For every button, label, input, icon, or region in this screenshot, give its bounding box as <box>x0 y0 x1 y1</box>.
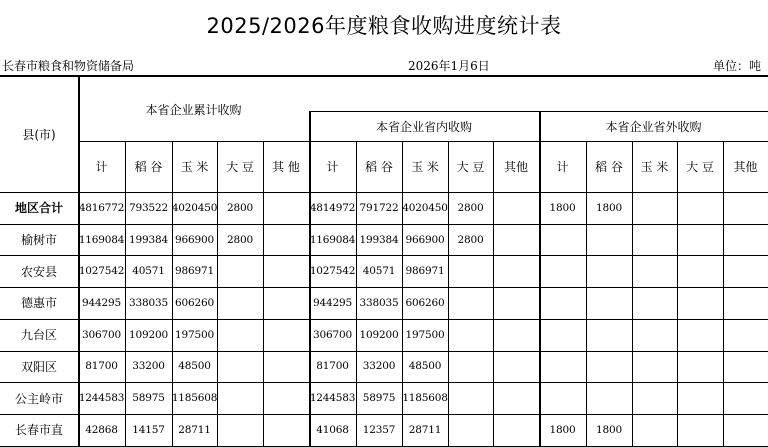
table-cell: 1169084 <box>309 233 356 246</box>
table-cell <box>539 351 586 383</box>
table-cell <box>493 255 539 287</box>
table-cell <box>217 382 263 414</box>
table-cell: 81700 <box>85 360 118 373</box>
table-cell: 2800 <box>227 233 253 246</box>
table-cell <box>723 351 768 383</box>
table-cell <box>586 224 632 256</box>
table-cell <box>723 287 768 319</box>
table-cell: 338035 <box>129 296 168 309</box>
table-cell <box>632 319 677 351</box>
table-cell: 14157 <box>132 423 165 436</box>
table-cell: 986971 <box>405 265 445 278</box>
table-cell <box>493 319 539 351</box>
table-cell: 1027542 <box>78 265 125 278</box>
table-cell <box>723 319 768 351</box>
organization-label: 长春市粮食和物资储备局 <box>2 59 135 73</box>
table-cell: 48500 <box>408 360 442 373</box>
column-header: 玉 米 <box>411 160 439 174</box>
table-cell <box>677 319 723 351</box>
table-cell: 33200 <box>362 360 396 373</box>
table-cell <box>263 287 309 319</box>
table-cell <box>448 351 493 383</box>
table-cell: 1244583 <box>309 392 356 405</box>
table-cell <box>586 319 632 351</box>
table-cell: 28711 <box>178 423 211 436</box>
table-cell <box>632 414 677 446</box>
table-cell <box>677 224 723 256</box>
table-cell <box>677 382 723 414</box>
table-cell: 944295 <box>313 296 352 309</box>
table-cell: 109200 <box>359 328 399 341</box>
table-cell: 1169084 <box>78 233 125 246</box>
table-cell: 966900 <box>405 233 445 246</box>
table-cell <box>632 224 677 256</box>
row-label: 双阳区 <box>20 359 57 374</box>
unit-label: 单位：吨 <box>713 59 762 73</box>
table-cell <box>539 319 586 351</box>
table-cell: 944295 <box>82 296 121 309</box>
table-cell <box>632 255 677 287</box>
table-cell: 1800 <box>596 201 622 214</box>
table-cell: 338035 <box>359 296 399 309</box>
table-cell: 306700 <box>313 328 352 341</box>
table-cell <box>632 351 677 383</box>
column-header: 大 豆 <box>686 160 714 174</box>
table-cell <box>586 382 632 414</box>
table-cell <box>448 382 493 414</box>
table-cell: 306700 <box>82 328 121 341</box>
column-header: 其 他 <box>272 160 300 174</box>
table-cell <box>493 382 539 414</box>
table-cell: 2800 <box>457 233 484 246</box>
column-header: 大 豆 <box>226 160 254 174</box>
table-cell <box>539 382 586 414</box>
table-cell <box>493 414 539 446</box>
table-cell <box>263 319 309 351</box>
table-cell <box>677 351 723 383</box>
table-cell <box>586 351 632 383</box>
table-cell <box>263 224 309 256</box>
table-cell: 58975 <box>132 392 165 405</box>
row-label: 长春市直 <box>14 423 63 438</box>
table-cell <box>632 192 677 224</box>
table-cell: 58975 <box>362 392 396 405</box>
table-cell <box>677 414 723 446</box>
page-title: 2025/2026年度粮食收购进度统计表 <box>206 14 562 38</box>
table-cell: 1244583 <box>78 392 125 405</box>
table-cell: 2800 <box>227 201 253 214</box>
table-cell: 606260 <box>405 296 445 309</box>
column-header: 稻 谷 <box>134 160 163 174</box>
table-cell: 1185608 <box>171 392 218 405</box>
table-top-border <box>0 75 768 77</box>
table-cell <box>677 255 723 287</box>
table-cell: 986971 <box>175 265 214 278</box>
table-cell: 12357 <box>362 423 396 436</box>
table-cell: 2800 <box>457 201 484 214</box>
table-cell <box>448 414 493 446</box>
table-cell <box>263 192 309 224</box>
table-cell: 40571 <box>132 265 165 278</box>
table-cell <box>448 287 493 319</box>
table-cell <box>723 255 768 287</box>
table-cell <box>448 319 493 351</box>
table-cell: 41068 <box>316 423 349 436</box>
report-date: 2026年1月6日 <box>408 59 490 73</box>
column-header: 玉 米 <box>180 160 209 174</box>
table-cell <box>493 224 539 256</box>
column-header: 其他 <box>503 160 528 174</box>
column-header: 大 豆 <box>456 160 485 174</box>
table-cell: 33200 <box>132 360 165 373</box>
column-header: 计 <box>95 160 108 174</box>
column-header: 计 <box>556 160 569 174</box>
table-cell: 40571 <box>362 265 396 278</box>
table-cell <box>493 192 539 224</box>
table-cell <box>263 255 309 287</box>
county-header: 县(市) <box>22 127 56 142</box>
column-header: 稻 谷 <box>595 160 623 174</box>
column-header: 稻 谷 <box>365 160 393 174</box>
row-label: 农安县 <box>20 264 57 279</box>
table-cell: 199384 <box>129 233 168 246</box>
table-cell: 1800 <box>596 423 622 436</box>
table-cell <box>539 255 586 287</box>
table-cell: 791722 <box>359 201 399 214</box>
table-cell <box>217 319 263 351</box>
table-cell <box>263 382 309 414</box>
table-cell <box>217 351 263 383</box>
table-cell <box>723 224 768 256</box>
table-cell <box>632 382 677 414</box>
table-cell: 1027542 <box>309 265 356 278</box>
table-cell <box>677 192 723 224</box>
group-header-in-province: 本省企业省内收购 <box>375 119 472 134</box>
table-cell: 793522 <box>129 201 168 214</box>
table-cell <box>632 287 677 319</box>
table-cell: 28711 <box>408 423 442 436</box>
column-header: 其他 <box>733 160 758 174</box>
table-cell <box>217 255 263 287</box>
row-label: 九台区 <box>20 328 57 343</box>
table-cell: 1800 <box>549 201 576 214</box>
table-cell: 48500 <box>178 360 211 373</box>
table-cell <box>217 287 263 319</box>
table-cell <box>448 255 493 287</box>
table-cell: 4020450 <box>171 201 218 214</box>
table-cell: 42868 <box>85 423 118 436</box>
column-header: 计 <box>326 160 339 174</box>
table-cell <box>723 192 768 224</box>
column-header: 玉 米 <box>640 160 669 174</box>
table-cell: 4814972 <box>309 201 356 214</box>
table-cell: 199384 <box>359 233 399 246</box>
row-label: 榆树市 <box>20 233 57 248</box>
table-cell: 109200 <box>129 328 168 341</box>
table-cell: 81700 <box>316 360 349 373</box>
table-cell <box>586 255 632 287</box>
table-cell <box>677 287 723 319</box>
table-cell <box>493 287 539 319</box>
group-header-cumulative: 本省企业累计收购 <box>145 102 242 117</box>
table-cell: 966900 <box>175 233 214 246</box>
table-cell: 197500 <box>175 328 214 341</box>
table-cell <box>217 414 263 446</box>
table-cell: 1800 <box>549 423 576 436</box>
table-cell <box>586 287 632 319</box>
table-cell <box>493 351 539 383</box>
group-header-out-province: 本省企业省外收购 <box>605 119 702 134</box>
table-cell <box>723 414 768 446</box>
table-cell <box>263 351 309 383</box>
table-cell: 4020450 <box>402 201 448 214</box>
table-cell: 197500 <box>405 328 445 341</box>
row-label: 地区合计 <box>14 201 63 216</box>
table-cell <box>539 287 586 319</box>
row-label: 公主岭市 <box>14 391 63 406</box>
row-label: 德惠市 <box>20 296 57 311</box>
table-cell: 606260 <box>175 296 214 309</box>
table-cell: 4816772 <box>78 201 125 214</box>
table-cell <box>263 414 309 446</box>
table-cell: 1185608 <box>402 392 448 405</box>
table-cell <box>723 382 768 414</box>
table-cell <box>539 224 586 256</box>
